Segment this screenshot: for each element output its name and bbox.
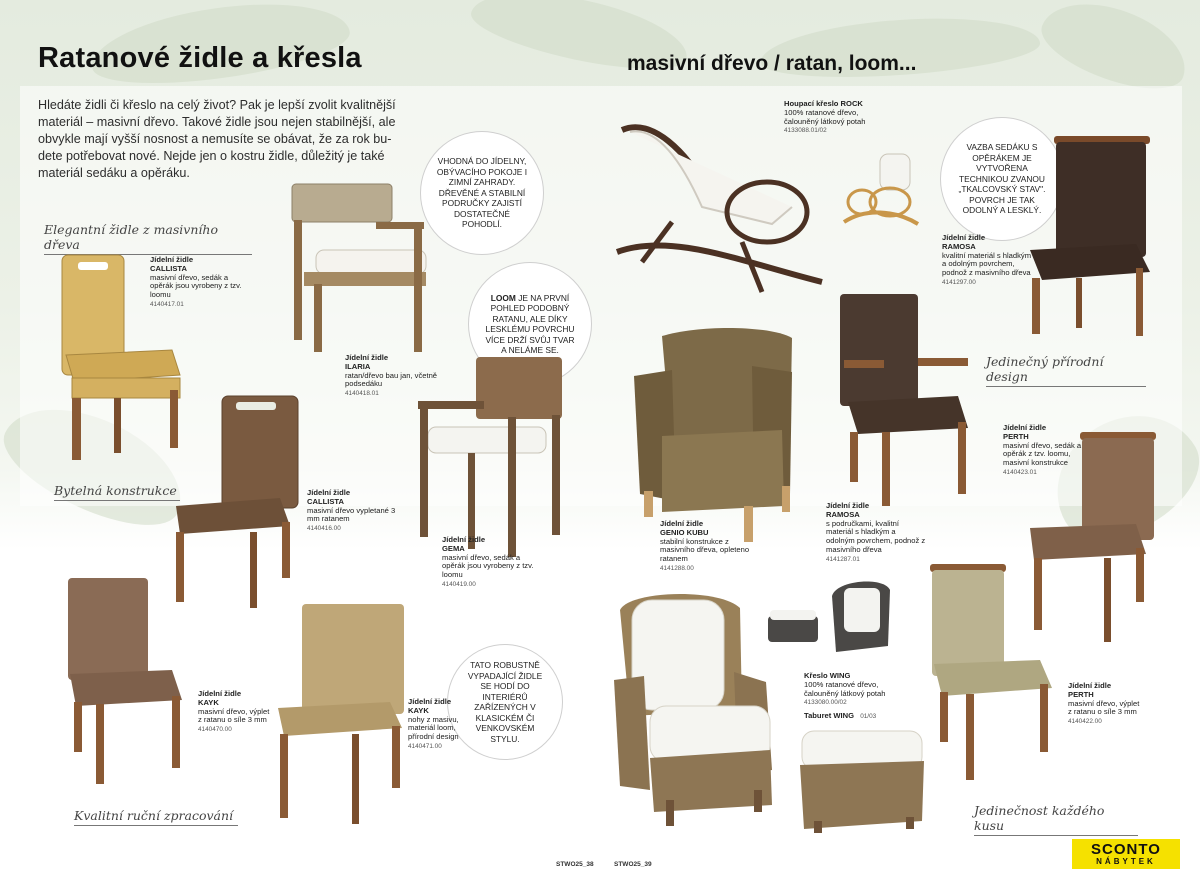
divider bbox=[986, 386, 1146, 387]
product-kayk-wicker bbox=[198, 690, 270, 735]
chair-rock-small-image bbox=[840, 150, 920, 230]
product-description: masivní dřevo, výplet z ratanu o síle 3 mm bbox=[198, 706, 270, 725]
product-code: 4140471.00 bbox=[408, 742, 442, 750]
product-code: 4140417.01 bbox=[150, 300, 184, 308]
product-type: Jídelní židle bbox=[198, 689, 242, 698]
callout-bold: LOOM bbox=[490, 292, 516, 303]
chair-kayk-loom-image bbox=[276, 602, 411, 827]
product-type: Jídelní židle bbox=[150, 255, 194, 264]
section-label-text: Jedinečný přírodní design bbox=[986, 354, 1104, 384]
product-code: 4140423.01 bbox=[1003, 468, 1037, 476]
product-description: masivní dřevo, sedák a opěrák jsou vyrobeny z tzv. loomu bbox=[442, 552, 534, 580]
product-callista-brown bbox=[307, 489, 397, 534]
product-name: KAYK bbox=[198, 697, 219, 707]
product-type: Jídelní židle bbox=[307, 488, 351, 497]
section-label-text: Elegantní židle z masivního dřeva bbox=[44, 222, 218, 252]
callout-text: TATO ROBUSTNĚ VYPADAJÍCÍ ŽIDLE SE HODÍ DO INTERIÉRŮ ZAŘÍZENÝCH V KLASICKÉM ČI VENKOVSKÉM STYLU. bbox=[467, 660, 543, 744]
product-name: KAYK bbox=[408, 705, 429, 715]
product-name: RAMOSA bbox=[826, 509, 860, 519]
product-type: Jídelní židle bbox=[408, 697, 452, 706]
product-description: nohy z masivu, materiál loom, přírodní design bbox=[408, 714, 459, 742]
section-label-natural bbox=[986, 354, 1146, 387]
product-description: ratan/dřevo bau jan, včetně podsedáku bbox=[345, 370, 438, 389]
product-description: kvalitní materiál s hladkým a odolným povrchem, podnož z masivního dřeva bbox=[942, 250, 1032, 278]
product-type: Jídelní židle bbox=[942, 233, 986, 242]
product-perth-brown bbox=[1003, 424, 1083, 478]
logo-subtext: NÁBYTEK bbox=[1096, 857, 1156, 866]
chair-ramosa-dark-image bbox=[1026, 132, 1154, 342]
product-rock bbox=[784, 100, 894, 136]
section-label-text: Bytelná konstrukce bbox=[54, 483, 177, 498]
product-type: Jídelní židle bbox=[660, 519, 704, 528]
product-description: masivní dřevo, sedák a opěrák z tzv. loomu, masivní konstrukce bbox=[1003, 440, 1082, 468]
divider bbox=[974, 835, 1138, 836]
section-label-handmade bbox=[74, 808, 238, 826]
product-name: PERTH bbox=[1003, 431, 1029, 441]
section-label-text: Kvalitní ruční zpracování bbox=[74, 808, 234, 823]
product-code: 4133088.01/02 bbox=[784, 127, 827, 135]
section-label-text: Jedinečnost každého kusu bbox=[974, 803, 1105, 833]
callout-usage bbox=[420, 131, 544, 255]
product-name: Křeslo WING bbox=[804, 671, 851, 680]
section-label-unique bbox=[974, 803, 1138, 836]
product-type: Jídelní židle bbox=[1068, 681, 1112, 690]
page-number-right: STWO25_39 bbox=[614, 861, 652, 868]
page-number-left: STWO25_38 bbox=[556, 861, 594, 868]
product-type: Jídelní židle bbox=[1003, 423, 1047, 432]
product-name: CALLISTA bbox=[150, 263, 187, 273]
product-description: masivní dřevo vypletané 3 mm ratanem bbox=[307, 505, 396, 524]
product-name: ILARIA bbox=[345, 361, 371, 371]
product-genio-kubu bbox=[660, 520, 760, 574]
product-ilaria bbox=[345, 354, 440, 399]
page-subtitle: masivní dřevo / ratan, loom... bbox=[627, 52, 917, 75]
product-perth-natural bbox=[1068, 682, 1140, 727]
product-description: stabilní konstrukce z masivního dřeva, opleteno ratanem bbox=[660, 536, 750, 564]
product-name: RAMOSA bbox=[942, 241, 976, 251]
chair-wing-image bbox=[610, 590, 780, 830]
product-ramosa-dark bbox=[942, 234, 1034, 288]
product-code: 4141297.00 bbox=[942, 278, 976, 286]
divider bbox=[74, 825, 238, 826]
product-code: 4140418.01 bbox=[345, 390, 379, 398]
product-name: Houpací křeslo ROCK bbox=[784, 99, 863, 108]
product-type: Jídelní židle bbox=[826, 501, 870, 510]
product-description: masivní dřevo, výplet z ratanu o síle 3 mm bbox=[1068, 698, 1140, 717]
product-description: 100% ratanové dřevo, čalouněný látkový potah bbox=[784, 107, 866, 126]
product-code: 4140422.00 bbox=[1068, 718, 1102, 726]
chair-kayk-wicker-image bbox=[64, 576, 189, 788]
product-name: GEMA bbox=[442, 543, 465, 553]
product-ramosa-arms bbox=[826, 502, 926, 565]
divider bbox=[54, 500, 180, 501]
callout-text: VAZBA SEDÁKU S OPĚRÁKEM JE VYTVOŘENA TECHNIKOU ZVANOU „TKALCOVSKÝ STAV". POVRCH JE TAK ODOLNÝ A LESKLÝ. bbox=[958, 142, 1046, 216]
sconto-logo bbox=[1072, 839, 1180, 869]
callout-rest: JE NA PRVNÍ POHLED PODOBNÝ RATANU, ALE DÍKY LESKLÉMU POVRCHU VÍCE DRŽÍ SVŮJ TVAR A NELÁME SE. bbox=[485, 292, 575, 355]
product-wing-stool bbox=[804, 712, 914, 722]
chair-genio-kubu-image bbox=[632, 326, 797, 546]
product-name: GENIO KUBU bbox=[660, 527, 709, 537]
chair-ilaria-image bbox=[286, 180, 436, 355]
product-description: masivní dřevo, sedák a opěrák jsou vyrobeny z tzv. loomu bbox=[150, 272, 242, 300]
intro-text: Hledáte židli či křeslo na celý život? Pak je lepší zvolit kvalitnější materiál – masivní dřevo. Takové židle jsou nejen stabilnější, ale obvykle mají vyšší nosnost a nemusíte se obávat, že za rok bu-dete potřebovat nové. Nejde jen o kostru židle, důležitý je také materiál sedáku a opěráku. bbox=[38, 98, 396, 180]
chair-ramosa-arms-image bbox=[838, 292, 973, 510]
product-description: s područkami, kvalitní materiál s hladkým a odolným povrchem, podnož z masivního dřeva bbox=[826, 518, 926, 554]
product-gema bbox=[442, 536, 538, 590]
page-title: Ratanové židle a křesla bbox=[38, 42, 362, 74]
stool-wing-image bbox=[798, 725, 928, 837]
product-wing bbox=[804, 672, 904, 708]
product-type: Jídelní židle bbox=[442, 535, 486, 544]
product-description: 100% ratanové dřevo, čalouněný látkový potah bbox=[804, 679, 886, 698]
product-name: CALLISTA bbox=[307, 496, 344, 506]
chair-callista-brown-image bbox=[174, 394, 304, 609]
chair-wing-small-image bbox=[766, 576, 896, 660]
callout-text: VHODNÁ DO JÍDELNY, OBÝVACÍHO POKOJE I ZIMNÍ ZAHRADY. DŘEVĚNÉ A STABILNÍ PODRUČKY ZAJISTÍ DOSTATEČNÉ POHODLÍ. bbox=[436, 156, 528, 230]
product-code: 01/03 bbox=[860, 713, 877, 720]
product-code: 4141288.00 bbox=[660, 564, 694, 572]
product-type: Jídelní židle bbox=[345, 353, 389, 362]
logo-text: SCONTO bbox=[1091, 841, 1161, 858]
product-code: 4133080.00/02 bbox=[804, 699, 847, 707]
product-name: Taburet WING bbox=[804, 711, 855, 720]
callout-text bbox=[483, 293, 577, 356]
product-name: PERTH bbox=[1068, 689, 1094, 699]
product-callista-yellow bbox=[150, 256, 250, 310]
product-code: 4140470.00 bbox=[198, 726, 232, 734]
product-code: 4141287.01 bbox=[826, 555, 860, 563]
chair-perth-natural-image bbox=[928, 562, 1058, 784]
product-kayk-loom bbox=[408, 698, 476, 752]
section-label-sturdy bbox=[54, 483, 180, 501]
product-code: 4140416.00 bbox=[307, 525, 341, 533]
product-code: 4140419.00 bbox=[442, 580, 476, 588]
chair-rock-image bbox=[612, 112, 827, 302]
